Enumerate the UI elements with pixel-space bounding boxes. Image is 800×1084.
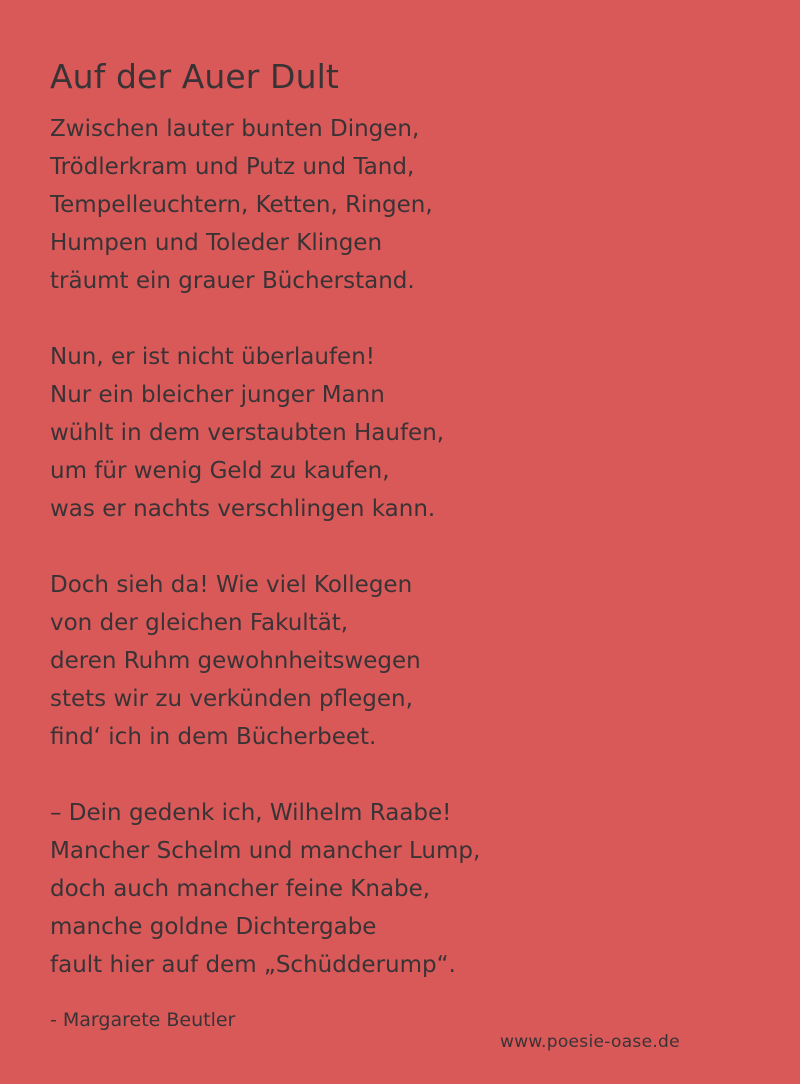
poem-line: Humpen und Toleder Klingen (50, 230, 383, 256)
poem-line: um für wenig Geld zu kaufen, (50, 458, 390, 484)
stanza-2 (50, 338, 770, 528)
poem-line: – Dein gedenk ich, Wilhelm Raabe! (50, 800, 452, 826)
poem-line: Trödlerkram und Putz und Tand, (50, 154, 415, 180)
poem-line: Doch sieh da! Wie viel Kollegen (50, 572, 413, 598)
poem-line: manche goldne Dichtergabe (50, 914, 377, 940)
poem-line: deren Ruhm gewohnheitswegen (50, 648, 421, 674)
poem-line: Tempelleuchtern, Ketten, Ringen, (50, 192, 433, 218)
website-url: www.poesie-oase.de (500, 1032, 680, 1052)
poem-title: Auf der Auer Dult (50, 57, 339, 96)
poem-author: - Margarete Beutler (50, 1009, 236, 1031)
stanza-4 (50, 794, 770, 984)
stanza-3 (50, 566, 770, 756)
poem-line: doch auch mancher feine Knabe, (50, 876, 431, 902)
poem-line: find‘ ich in dem Bücherbeet. (50, 724, 377, 750)
stanza-1 (50, 110, 770, 300)
poem-line: Nun, er ist nicht überlaufen! (50, 344, 376, 370)
poem-card (50, 54, 770, 1022)
poem-line: Nur ein bleicher junger Mann (50, 382, 385, 408)
poem-line: träumt ein grauer Bücherstand. (50, 268, 415, 294)
poem-line: Mancher Schelm und mancher Lump, (50, 838, 481, 864)
poem-line: von der gleichen Fakultät, (50, 610, 349, 636)
poem-line: fault hier auf dem „Schüdderump“. (50, 952, 456, 978)
poem-line: stets wir zu verkünden pflegen, (50, 686, 413, 712)
poem-line: wühlt in dem verstaubten Haufen, (50, 420, 445, 446)
poem-line: Zwischen lauter bunten Dingen, (50, 116, 420, 142)
poem-line: was er nachts verschlingen kann. (50, 496, 436, 522)
